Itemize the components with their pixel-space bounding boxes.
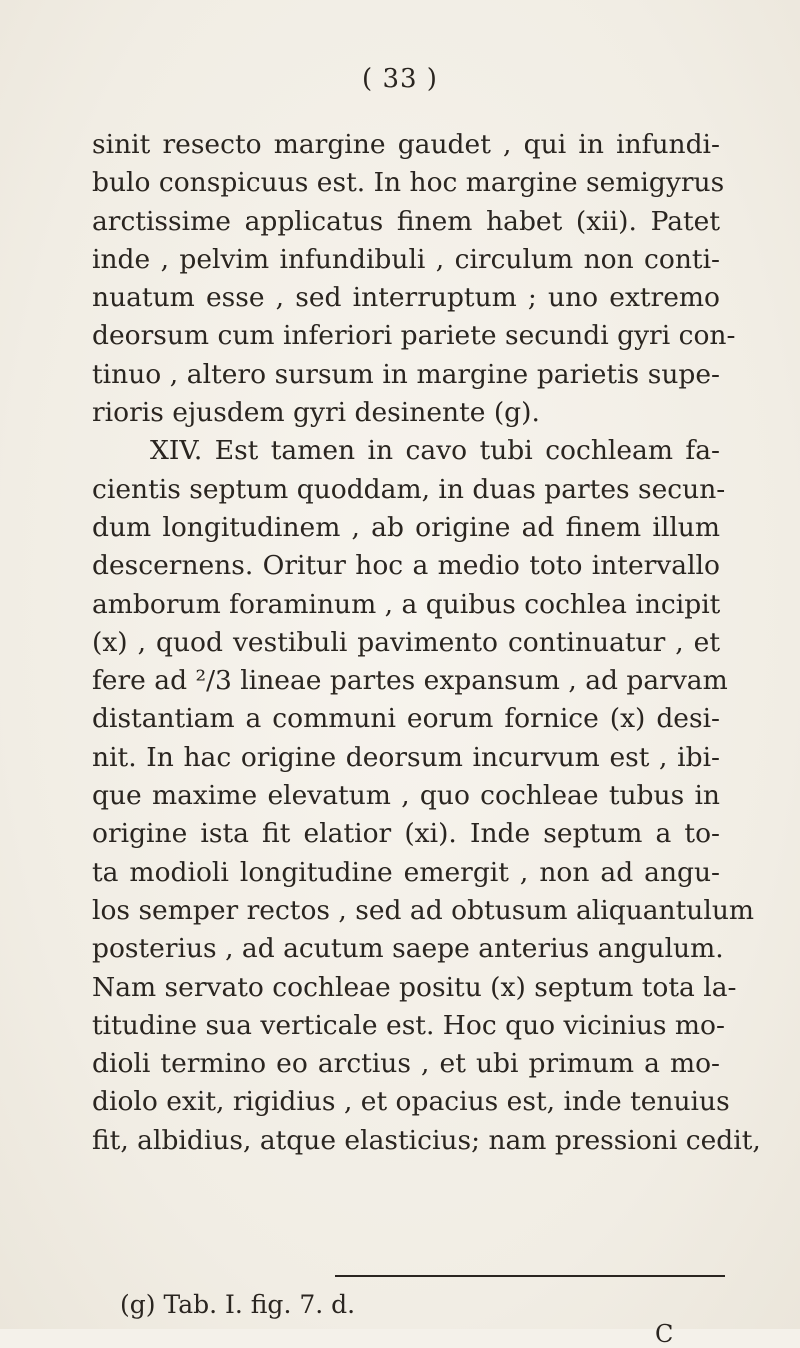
text-line: deorsum cum inferiori pariete secundi gyri con- xyxy=(92,320,736,352)
page-number: ( 33 ) xyxy=(362,64,438,94)
text-line: fit, albidius, atque elasticius; nam pressioni cedit, xyxy=(92,1124,761,1156)
text-line: distantiam a communi eorum fornice (x) desi- xyxy=(92,703,720,735)
text-line: dum longitudinem , ab origine ad finem illum xyxy=(92,511,720,543)
text-line: amborum foraminum , a quibus cochlea incipit xyxy=(92,588,721,620)
body-text xyxy=(92,126,761,1160)
text-line: posterius , ad acutum saepe anterius angulum. xyxy=(92,933,724,965)
text-line: arctissime applicatus finem habet (xii). Patet xyxy=(92,205,720,237)
text-line: bulo conspicuus est. In hoc margine semigyrus xyxy=(92,167,725,199)
text-line: (x) , quod vestibuli pavimento continuatur , et xyxy=(92,626,720,658)
text-line: dioli termino eo arctius , et ubi primum a mo- xyxy=(92,1048,720,1080)
text-line: tinuo , altero sursum in margine parietis supe- xyxy=(92,358,720,390)
text-line: diolo exit, rigidius , et opacius est, inde tenuius xyxy=(92,1086,730,1118)
text-line: descernens. Oritur hoc a medio toto intervallo xyxy=(92,550,720,582)
text-line: origine ista fit elatior (xi). Inde septum a to- xyxy=(92,818,720,850)
text-line: fere ad ²/3 lineae partes expansum , ad parvam xyxy=(92,665,728,697)
footnote-rule xyxy=(335,1275,725,1277)
text-line: Nam servato cochleae positu (x) septum tota la- xyxy=(92,971,737,1003)
text-line: los semper rectos , sed ad obtusum aliquantulum xyxy=(92,894,755,926)
text-line: rioris ejusdem gyri desinente (g). xyxy=(92,397,540,429)
text-line: titudine sua verticale est. Hoc quo vicinius mo- xyxy=(92,1009,725,1041)
text-line: nuatum esse , sed interruptum ; uno extremo xyxy=(92,282,720,314)
signature-mark: C xyxy=(655,1320,674,1348)
footnote: (g) Tab. I. fig. 7. d. xyxy=(120,1290,356,1319)
section-heading-line: XIV. Est tamen in cavo tubi cochleam fa- xyxy=(150,435,720,467)
text-line: ta modioli longitudine emergit , non ad angu- xyxy=(92,856,720,888)
text-line: inde , pelvim infundibuli , circulum non conti- xyxy=(92,243,720,275)
text-line: sinit resecto margine gaudet , qui in infundi- xyxy=(92,129,720,160)
text-line: que maxime elevatum , quo cochleae tubus in xyxy=(92,780,720,812)
text-line: cientis septum quoddam, in duas partes secun- xyxy=(92,473,726,505)
text-line: nit. In hac origine deorsum incurvum est , ibi- xyxy=(92,741,720,773)
